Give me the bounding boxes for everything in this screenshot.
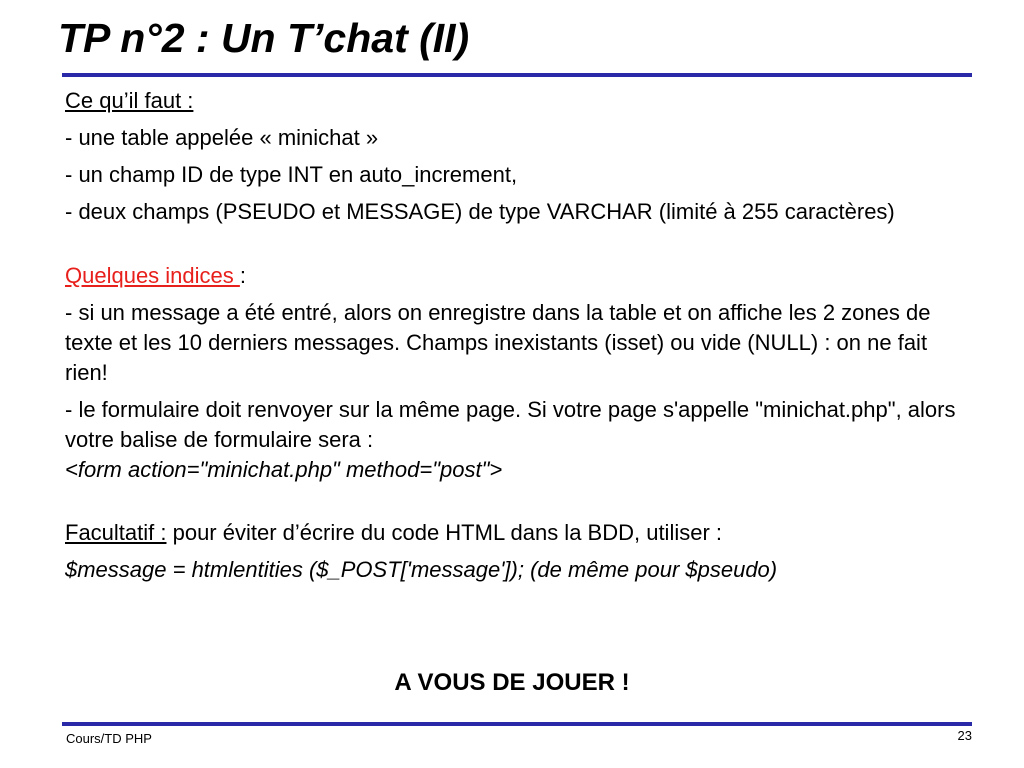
hints-heading-colon: : [239, 263, 247, 288]
section-requirements-heading [65, 86, 970, 116]
optional-text: pour éviter d’écrire du code HTML dans la BDD, utiliser : [166, 520, 723, 545]
title-divider [62, 73, 972, 77]
requirements-heading: Ce qu’il faut : [65, 88, 194, 113]
hints-heading: Quelques indices [65, 263, 240, 288]
requirement-item: - une table appelée « minichat » [65, 125, 379, 150]
requirement-item: - deux champs (PSEUDO et MESSAGE) de type VARCHAR (limité à 255 caractères) [65, 199, 895, 224]
hint-item: - le formulaire doit renvoyer sur la même page. Si votre page s'appelle "minichat.php", alors votre balise de formulaire sera : [65, 397, 956, 452]
footer-course-label: Cours/TD PHP [66, 731, 152, 746]
page-number: 23 [957, 728, 972, 743]
section-hints-heading [65, 261, 970, 291]
footer-divider [62, 722, 972, 726]
htmlentities-code: $message = htmlentities ($_POST['message']); (de même pour $pseudo) [65, 557, 778, 582]
slide-title: TP n°2 : Un T’chat (II) [58, 15, 470, 61]
requirement-item: - un champ ID de type INT en auto_increment, [65, 162, 518, 187]
optional-heading: Facultatif : [65, 520, 167, 545]
form-tag-code: <form action="minichat.php" method="post"> [65, 457, 503, 482]
hint-item: - si un message a été entré, alors on enregistre dans la table et on affiche les 2 zones de texte et les 10 derniers messages. Champs inexistants (isset) ou vide (NULL) : on ne fait rien! [65, 300, 931, 385]
section-optional [65, 518, 970, 548]
slide-body [65, 86, 970, 585]
closing-callout: A VOUS DE JOUER ! [394, 669, 630, 696]
